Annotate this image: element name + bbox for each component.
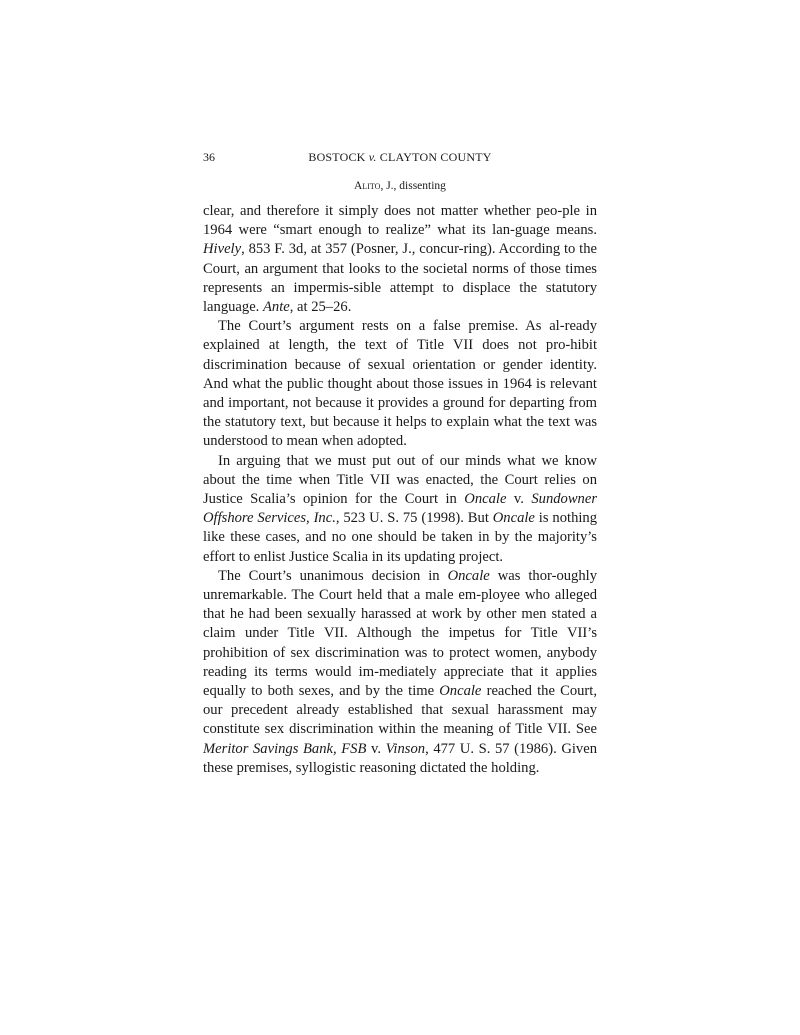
case-citation: Hively bbox=[203, 241, 242, 258]
text-span: reached the Court, our precedent already established that sexual harassment may constitute sex discrimination within the meaning of Title VII. See bbox=[203, 683, 597, 738]
text-span: The Court’s argument rests on a false premise. As al-ready explained at length, the text of Title VII does not pro-hibit discrimination because of sexual orientation or gender identity. And what the public thought about those issues in 1964 is relevant and important, not because it provides a ground for departing from the statutory text, but because it helps to explain what the text was understood to mean when adopted. bbox=[203, 318, 597, 450]
case-citation: Vinson bbox=[385, 740, 426, 757]
case-citation: Ante bbox=[262, 299, 290, 316]
text-span: v. bbox=[366, 740, 386, 757]
case-citation: Oncale bbox=[447, 567, 490, 584]
opinion-label bbox=[203, 180, 597, 192]
case-citation: Meritor Savings Bank, FSB bbox=[203, 740, 367, 757]
text-span: , 477 U. S. 57 (1986). Given these premises, syllogistic reasoning dictated the holding. bbox=[203, 740, 597, 776]
opinion-body bbox=[203, 202, 597, 778]
running-title-party-2: CLAYTON COUNTY bbox=[376, 150, 492, 164]
text-span: clear, and therefore it simply does not matter whether peo-ple in 1964 were “smart enough to realize” what its lan-guage means. bbox=[203, 203, 597, 239]
paragraph-3 bbox=[203, 452, 597, 567]
running-title bbox=[203, 150, 597, 165]
page-number: 36 bbox=[203, 150, 215, 164]
text-span: , 853 F. 3d, at 357 (Posner, J., concur-ring). According to the Court, an argument that looks to the societal norms of those times represents an impermis-sible attempt to displace the statutory language. bbox=[203, 241, 597, 316]
case-citation: Oncale bbox=[439, 683, 482, 700]
text-span: is nothing like these cases, and no one should be taken in by the majority’s effort to enlist Justice Scalia in its updating project. bbox=[203, 510, 598, 565]
page-header bbox=[203, 150, 597, 170]
paragraph-4 bbox=[203, 567, 597, 778]
case-citation: Sundowner Offshore Services, Inc. bbox=[203, 491, 598, 527]
text-span: In arguing that we must put out of our minds what we know about the time when Title VII was enacted, the Court relies on Justice Scalia’s opinion for the Court in bbox=[203, 452, 597, 508]
case-citation: Oncale bbox=[492, 510, 535, 527]
paragraph-2 bbox=[203, 317, 597, 451]
paragraph-1 bbox=[203, 202, 597, 317]
opinion-author: Alito bbox=[354, 180, 381, 192]
text-span: v. bbox=[506, 491, 532, 508]
running-title-versus: v. bbox=[368, 150, 377, 164]
text-span: The Court’s unanimous decision in bbox=[218, 567, 448, 584]
text-span: , 523 U. S. 75 (1998). But bbox=[335, 510, 493, 527]
opinion-type: , J., dissenting bbox=[380, 180, 446, 192]
running-title-party-1: BOSTOCK bbox=[308, 150, 369, 164]
text-span: , at 25–26. bbox=[289, 299, 352, 316]
case-citation: Oncale bbox=[464, 491, 507, 508]
text-span: was thor-oughly unremarkable. The Court held that a male em-ployee who alleged that he had been sexually harassed at work by other men stated a claim under Title VII. Although the impetus for Title VII’s prohibition of sex discrimination was to protect women, anybody reading its terms would im-mediately appreciate that it applies equally to both sexes, and by the time bbox=[203, 567, 597, 700]
